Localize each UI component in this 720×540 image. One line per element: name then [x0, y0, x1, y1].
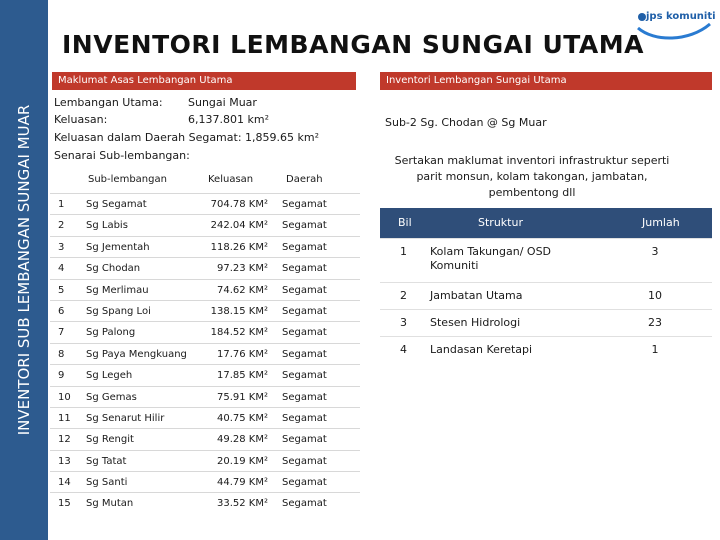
- inv-row-no: 3: [400, 316, 407, 329]
- table-row: [50, 386, 360, 407]
- row-no: 15: [58, 498, 71, 510]
- table-row: [50, 364, 360, 385]
- sub-header-name: Sub-lembangan: [88, 174, 167, 185]
- row-name: Sg Chodan: [86, 263, 141, 275]
- row-no: 4: [58, 263, 65, 275]
- row-area: 20.19 KM²: [216, 455, 268, 467]
- row-daerah: Segamat: [282, 199, 327, 210]
- lembangan-row: [54, 96, 257, 109]
- row-name: Sg Gemas: [86, 391, 137, 403]
- row-no: 13: [58, 455, 71, 467]
- table-row: [50, 193, 360, 214]
- row-name: Sg Merlimau: [86, 284, 149, 296]
- row-area: 184.52 KM²: [210, 327, 268, 339]
- row-daerah: Segamat: [282, 434, 327, 446]
- inv-row-no: 4: [400, 343, 407, 356]
- keluasan-row: [54, 113, 269, 126]
- row-name: Sg Santi: [86, 477, 128, 489]
- row-area: 49.28 KM²: [216, 434, 268, 446]
- page-title: INVENTORI LEMBANGAN SUNGAI UTAMA: [62, 30, 644, 59]
- row-daerah: Segamat: [282, 220, 327, 232]
- row-area: 704.78 KM²: [210, 199, 268, 210]
- row-no: 9: [58, 370, 65, 382]
- lembangan-label: Lembangan Utama:: [54, 96, 163, 109]
- table-row: [50, 321, 360, 342]
- inv-row-jumlah: 1: [651, 343, 659, 356]
- left-section-header: Maklumat Asas Lembangan Utama: [52, 72, 356, 90]
- row-no: 8: [58, 348, 65, 360]
- inv-row-struktur: Stesen Hidrologi: [430, 316, 521, 329]
- row-name: Sg Tatat: [86, 455, 127, 467]
- table-row: [50, 471, 360, 492]
- row-daerah: Segamat: [282, 477, 327, 489]
- jps-logo: [634, 8, 714, 42]
- table-row: [50, 300, 360, 321]
- table-row: [380, 282, 712, 309]
- instruction-note: Sertakan maklumat inventori infrastruktur seperti parit monsun, kolam takongan, jambatan, pembentong dll: [394, 154, 670, 199]
- row-daerah: Segamat: [282, 348, 327, 360]
- row-daerah: Segamat: [282, 241, 327, 253]
- row-name: Sg Palong: [86, 327, 136, 339]
- sub-basin-subtitle: Sub-2 Sg. Chodan @ Sg Muar: [385, 116, 547, 129]
- row-no: 6: [58, 305, 65, 317]
- inv-row-jumlah: 3: [651, 245, 659, 258]
- row-no: 7: [58, 327, 65, 339]
- row-daerah: Segamat: [282, 284, 327, 296]
- sub-lembangan-table: [50, 193, 360, 522]
- row-daerah: Segamat: [282, 498, 327, 510]
- table-row: [50, 214, 360, 235]
- row-no: 3: [58, 241, 65, 253]
- row-area: 75.91 KM²: [216, 391, 268, 403]
- table-row: [50, 492, 360, 522]
- row-name: Sg Segamat: [86, 199, 147, 210]
- senarai-label: Senarai Sub-lembangan:: [54, 149, 190, 162]
- inv-row-no: 1: [400, 245, 407, 258]
- table-row: [50, 450, 360, 471]
- row-area: 118.26 KM²: [210, 241, 268, 253]
- row-name: Sg Spang Loi: [86, 305, 151, 317]
- row-area: 138.15 KM²: [210, 305, 268, 317]
- row-area: 242.04 KM²: [210, 220, 268, 232]
- row-area: 74.62 KM²: [216, 284, 268, 296]
- inv-header-bil: Bil: [398, 216, 412, 229]
- inventory-table: [380, 208, 712, 363]
- row-name: Sg Legeh: [86, 370, 133, 382]
- row-name: Sg Rengit: [86, 434, 134, 446]
- row-no: 12: [58, 434, 71, 446]
- row-name: Sg Paya Mengkuang: [86, 348, 187, 360]
- inv-header-struktur: Struktur: [478, 216, 523, 229]
- keluasan-label: Keluasan:: [54, 113, 108, 126]
- row-area: 40.75 KM²: [216, 412, 268, 424]
- inv-row-struktur: Kolam Takungan/ OSD Komuniti: [430, 245, 552, 272]
- inv-row-no: 2: [400, 289, 407, 302]
- row-daerah: Segamat: [282, 412, 327, 424]
- inv-row-jumlah: 23: [648, 316, 662, 329]
- row-daerah: Segamat: [282, 391, 327, 403]
- side-title: INVENTORI SUB LEMBANGAN SUNGAI MUAR: [15, 104, 33, 436]
- row-no: 14: [58, 477, 71, 489]
- table-row: [50, 279, 360, 300]
- row-area: 17.85 KM²: [216, 370, 268, 382]
- row-name: Sg Senarut Hilir: [86, 412, 165, 424]
- inv-row-struktur: Landasan Keretapi: [430, 343, 533, 356]
- inv-header-jumlah: Jumlah: [642, 216, 680, 229]
- row-name: Sg Mutan: [86, 498, 134, 510]
- row-name: Sg Jementah: [86, 241, 150, 253]
- table-row: [50, 407, 360, 428]
- inv-row-struktur: Jambatan Utama: [430, 289, 523, 302]
- row-daerah: Segamat: [282, 305, 327, 317]
- inv-row-jumlah: 10: [648, 289, 662, 302]
- table-row: [380, 238, 712, 282]
- row-no: 11: [58, 412, 71, 424]
- row-area: 97.23 KM²: [216, 263, 268, 275]
- right-section-header: Inventori Lembangan Sungai Utama: [380, 72, 712, 90]
- row-no: 2: [58, 220, 65, 232]
- row-daerah: Segamat: [282, 327, 327, 339]
- keluasan-value: 6,137.801 km²: [188, 113, 269, 126]
- row-daerah: Segamat: [282, 370, 327, 382]
- sub-table-header: [50, 166, 356, 192]
- lembangan-value: Sungai Muar: [188, 96, 257, 109]
- table-row: [50, 257, 360, 278]
- inventory-table-header: [380, 208, 712, 238]
- row-daerah: Segamat: [282, 455, 327, 467]
- keluasan-daerah: Keluasan dalam Daerah Segamat: 1,859.65 km²: [54, 131, 320, 144]
- table-row: [50, 343, 360, 364]
- row-name: Sg Labis: [86, 220, 128, 232]
- logo-text: jps komuniti: [646, 11, 716, 22]
- row-area: 17.76 KM²: [216, 348, 268, 360]
- table-row: [380, 309, 712, 336]
- table-row: [50, 236, 360, 257]
- table-row: [50, 428, 360, 449]
- row-daerah: Segamat: [282, 263, 327, 275]
- row-no: 10: [58, 391, 71, 403]
- row-area: 33.52 KM²: [216, 498, 268, 510]
- sub-header-area: Keluasan: [208, 174, 254, 185]
- table-row: [380, 336, 712, 363]
- sub-header-daerah: Daerah: [286, 174, 323, 185]
- row-no: 5: [58, 284, 65, 296]
- row-no: 1: [58, 199, 65, 210]
- row-area: 44.79 KM²: [216, 477, 268, 489]
